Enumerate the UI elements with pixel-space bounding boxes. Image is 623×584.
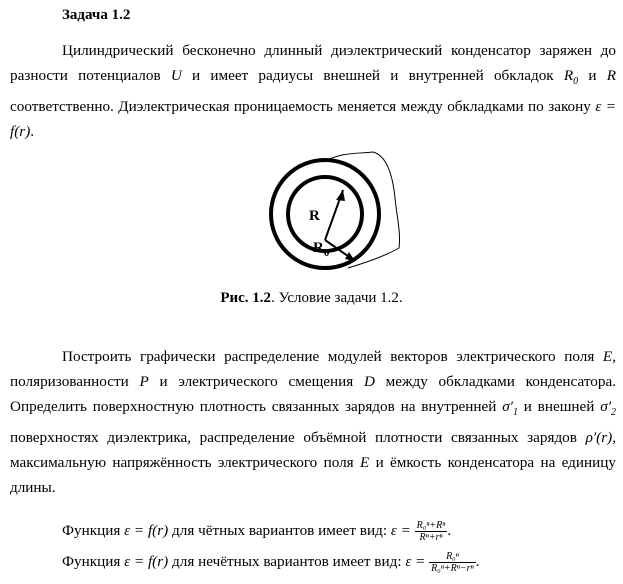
text: и [578,67,607,84]
text: Цилиндрический бесконечно длинный диэлектрический конденсатор заряжен до разности потенциалов [10,42,616,84]
task-title: Задача 1.2 [62,7,131,23]
symbol-R0: $R_0$ [563,67,579,88]
symbol-R: R [606,67,616,84]
text: и имеет радиусы внешней и внутренней обкладок [181,67,564,84]
caption-label: Рис. 1.2 [220,290,272,306]
label-R: R [309,208,320,224]
caption-text: . Условие задачи 1.2. [271,290,403,306]
function-odd-variants: Функция ε = f(r) для нечётных вариантов имеет вид: ε = $\frac{\text{R₀ⁿ}}{\text{R₀ⁿ+Rⁿ−rⁿ}}$ . [62,551,480,574]
fraction-even: $\frac{\text{R₀ⁿ+Rⁿ}}{\text{Rⁿ+rⁿ}}$ [416,520,446,543]
law-formula: ε = f(r) [10,98,616,141]
function-even-variants: Функция ε = f(r) для чётных вариантов имеет вид: ε = $\frac{\text{R₀ⁿ+Rⁿ}}{\text{Rⁿ+rⁿ}}$ . [62,520,452,543]
label-R0: $R_0$ [313,240,330,259]
fraction-odd: $\frac{\text{R₀ⁿ}}{\text{R₀ⁿ+Rⁿ−rⁿ}}$ [431,551,474,574]
capacitor-figure [263,148,423,278]
problem-statement: Цилиндрический бесконечно длинный диэлектрический конденсатор заряжен до разности потенциалов U и имеет радиусы внешней и внутренней обкладок $R_0$ и R соответственно. Диэлектрическая проницаемость меняется между обкладками по закону ε = f(r). [10,42,616,141]
text: соответственно. Диэлектрическая проницаемость меняется между обкладками по закону [10,98,596,116]
arrow-head-R0 [345,252,355,261]
task-description: Построить графически распределение модулей векторов электрического поля E, поляризованности P и электрического смещения D между обкладками конденсатора. Определить поверхностную плотность связанных зарядов на внутренней $\sigma'_1$ и внешней $\sigma'_2$ поверхностях диэлектрика, распределение объёмной плотности связанных зарядов ρ′(r), максимальную напряжённость электрического поля E и ёмкость конденсатора на единицу длины. [10,348,617,497]
figure-caption [0,290,623,307]
symbol-U: U [170,67,182,84]
arrow-head-R [336,190,345,201]
